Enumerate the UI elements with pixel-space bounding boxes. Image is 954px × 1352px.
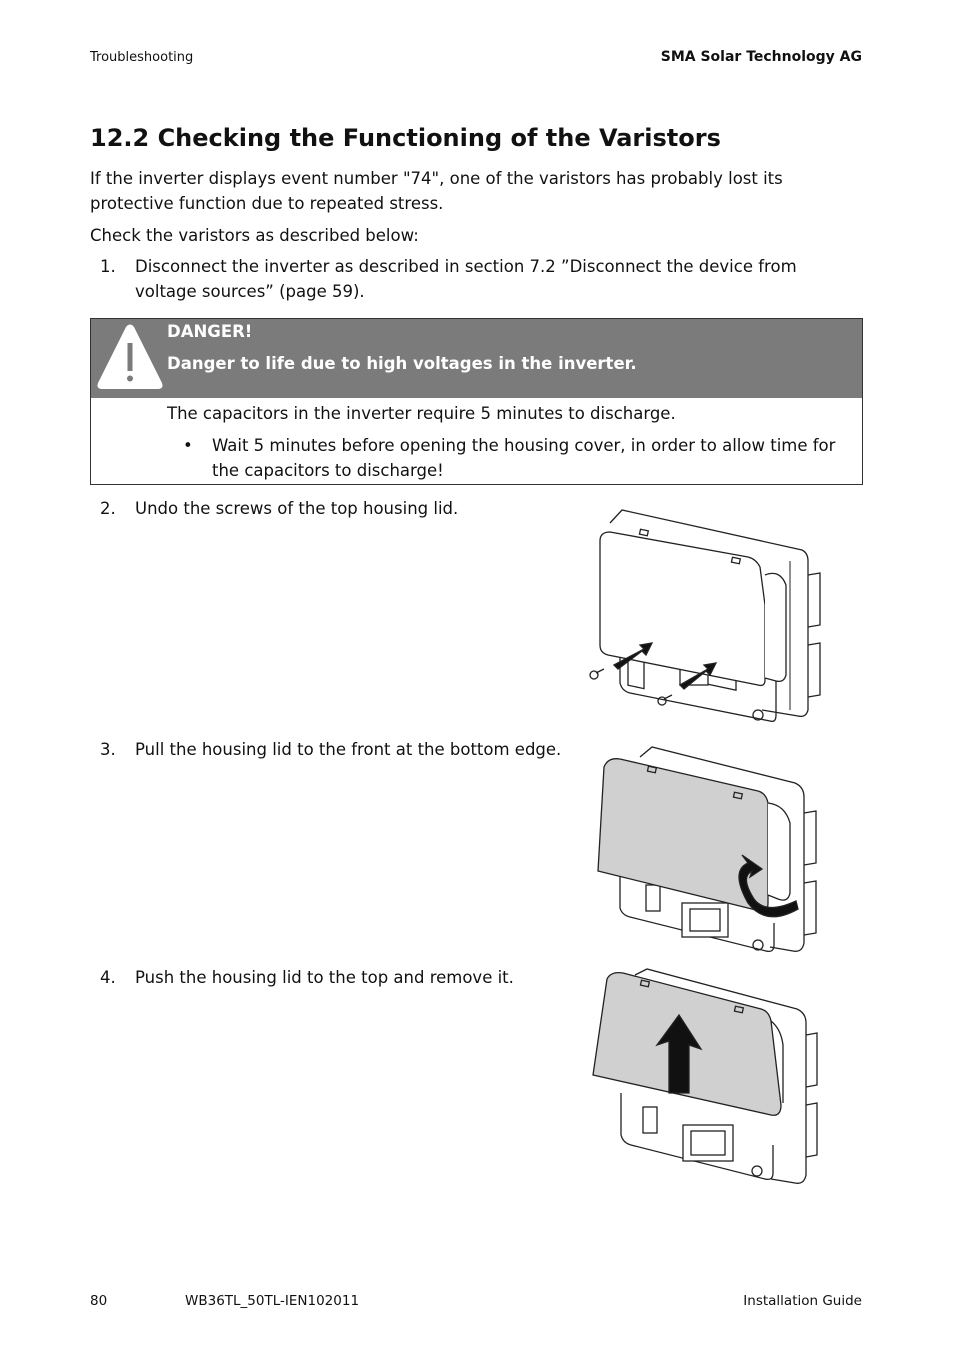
page-number: 80 <box>90 1293 108 1309</box>
document-id: WB36TL_50TL-IEN102011 <box>185 1293 360 1309</box>
bullet-dot: • <box>183 436 193 455</box>
danger-body-text: The capacitors in the inverter require 5 minutes to discharge. <box>167 404 676 423</box>
figure-undo-screws <box>580 505 830 734</box>
running-header-section: Troubleshooting <box>90 50 194 65</box>
danger-headline: Danger to life due to high voltages in the inverter. <box>167 354 637 373</box>
step-3-text: Pull the housing lid to the front at the bottom edge. <box>135 740 562 759</box>
step-2-text: Undo the screws of the top housing lid. <box>135 499 459 518</box>
step-2-number: 2. <box>100 499 116 518</box>
running-header-company: SMA Solar Technology AG <box>660 49 862 65</box>
warning-triangle-icon <box>95 323 165 393</box>
document-type: Installation Guide <box>743 1293 862 1309</box>
check-paragraph: Check the varistors as described below: <box>90 226 419 245</box>
figure-remove-lid <box>585 965 825 1194</box>
figure-pull-lid <box>590 743 830 967</box>
section-title: 12.2 Checking the Functioning of the Varistors <box>90 124 721 152</box>
danger-bullet-text: Wait 5 minutes before opening the housing cover, in order to allow time for the capacitors to discharge! <box>212 436 836 480</box>
step-4-text: Push the housing lid to the top and remove it. <box>135 968 514 987</box>
intro-paragraph: If the inverter displays event number "74", one of the varistors has probably lost its protective function due to repeated stress. <box>90 169 783 213</box>
step-1-text: Disconnect the inverter as described in section 7.2 ”Disconnect the device from voltage sources” (page 59). <box>135 257 797 301</box>
danger-notice <box>90 318 863 485</box>
step-3-number: 3. <box>100 740 116 759</box>
step-4-number: 4. <box>100 968 116 987</box>
step-1-number: 1. <box>100 257 116 276</box>
danger-level: DANGER! <box>167 322 253 341</box>
danger-notice-header <box>91 319 862 398</box>
